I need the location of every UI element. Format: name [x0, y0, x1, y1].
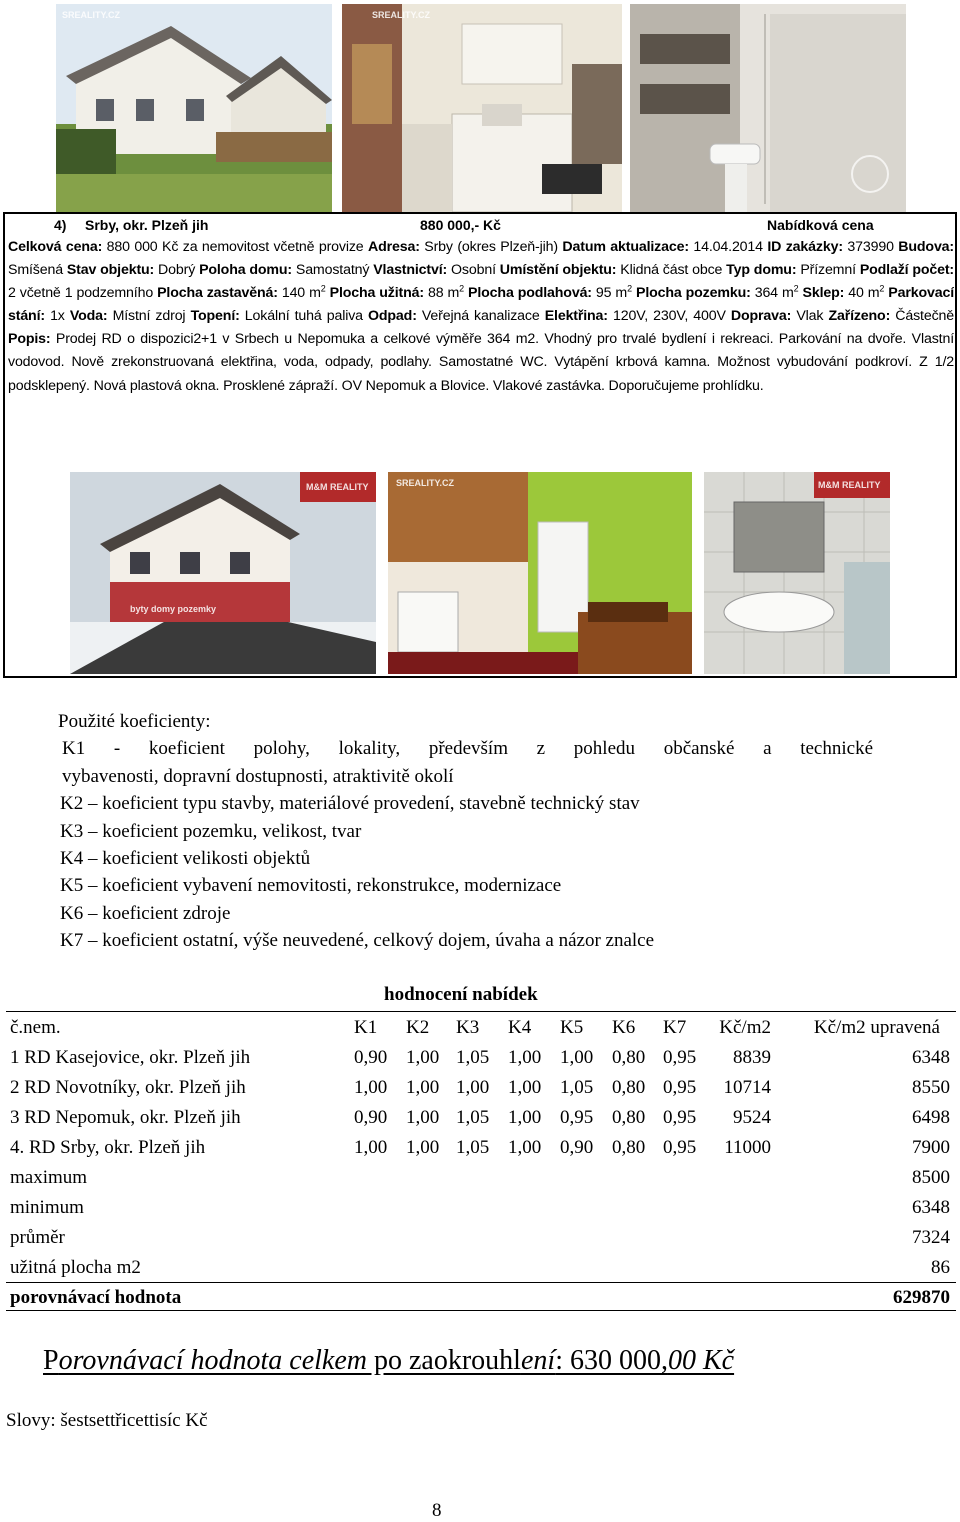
listing-number: 4): [54, 217, 67, 233]
photo-house-winter: [70, 472, 376, 674]
table-cell: 0,95: [663, 1077, 697, 1098]
field-label: Adresa:: [368, 239, 420, 255]
field-value: 14.04.2014: [688, 239, 768, 255]
field-label: Umístění objektu:: [499, 262, 617, 279]
table-top-rule: [6, 1011, 956, 1012]
table-cell: 1,05: [456, 1107, 490, 1128]
coefficient-k7: K7 – koeficient ostatní, výše neuvedené, celkový dojem, úvaha a názor znalce: [60, 930, 655, 952]
table-cell: 4. RD Srby, okr. Plzeň jih: [10, 1137, 206, 1158]
table-cell: Kč/m2: [719, 1017, 771, 1038]
field-value: 2 včetně 1 podzemního: [8, 285, 158, 302]
table-cell: 0,95: [663, 1137, 697, 1158]
field-value: Částečně: [890, 308, 954, 325]
field-label: Plocha užitná:: [325, 285, 424, 302]
table-summary-row: [0, 1193, 960, 1223]
table-cell: Kč/m2 upravená: [813, 1017, 940, 1038]
field-value: 1x: [44, 308, 70, 325]
listing-header: [0, 213, 960, 235]
table-cell: 3 RD Nepomuk, okr. Plzeň jih: [10, 1107, 241, 1128]
listing-price-type: Nabídková cena: [767, 217, 874, 233]
table-cell: 1 RD Kasejovice, okr. Plzeň jih: [10, 1047, 251, 1068]
unit-exponent: 2: [320, 283, 326, 294]
table-row: [0, 1133, 960, 1163]
table-bottom-rule: [6, 1310, 956, 1311]
field-value: Místní zdroj: [107, 308, 191, 325]
table-cell: 0,95: [663, 1107, 697, 1128]
field-label: Popis:: [8, 331, 51, 348]
table-cell: minimum: [10, 1197, 84, 1218]
watermark-sreality-3: SREALITY.CZ: [396, 478, 455, 488]
table-cell: 86: [931, 1257, 950, 1278]
table-cell: 7900: [912, 1137, 950, 1158]
watermark-sreality-2: SREALITY.CZ: [372, 10, 431, 20]
field-label: Parkovací stání:: [8, 285, 954, 325]
photo-kitchen-interior: [388, 472, 692, 674]
table-cell: 6348: [912, 1047, 950, 1068]
watermark-sreality: SREALITY.CZ: [62, 10, 121, 20]
table-cell: užitná plocha m2: [10, 1257, 141, 1278]
unit-exponent: 2: [879, 283, 885, 294]
field-value: 40 m: [844, 285, 880, 302]
field-value: 364 m: [750, 285, 794, 302]
table-summary-row: [0, 1283, 960, 1313]
table-row: [0, 1073, 960, 1103]
summary-p2: orovnávací hodnota celkem: [58, 1345, 367, 1376]
table-summary-row: [0, 1163, 960, 1193]
table-cell: 1,00: [560, 1047, 594, 1068]
field-value: Lokální tuhá paliva: [239, 308, 369, 325]
table-cell: 1,00: [406, 1107, 440, 1128]
table-cell: K2: [406, 1017, 430, 1038]
table-cell: 8550: [912, 1077, 950, 1098]
field-value: Vlak: [791, 308, 829, 325]
coefficients-section: [58, 708, 878, 955]
field-value: Dobrý: [154, 262, 200, 279]
table-cell: 1,05: [456, 1137, 490, 1158]
table-cell: 1,00: [406, 1047, 440, 1068]
table-cell: K1: [354, 1017, 378, 1038]
table-cell: 10714: [723, 1077, 771, 1098]
photo-kitchen: [342, 4, 622, 212]
table-cell: 1,00: [508, 1077, 542, 1098]
photo-bathroom-sink: [704, 472, 890, 674]
field-label: Odpad:: [368, 308, 417, 325]
table-cell: 0,90: [560, 1137, 594, 1158]
table-summary-row: [0, 1253, 960, 1283]
table-cell: průměr: [10, 1227, 65, 1248]
summary-p6: 00 Kč: [667, 1345, 735, 1376]
table-cell: 0,90: [354, 1107, 388, 1128]
field-label: Doprava:: [730, 308, 792, 325]
table-cell: K6: [612, 1017, 636, 1038]
coefficient-k2: K2 – koeficient typu stavby, materiálové provedení, stavebně technický stav: [60, 793, 640, 815]
table-cell: 8839: [733, 1047, 771, 1068]
table-cell: 1,00: [508, 1107, 542, 1128]
table-cell: maximum: [10, 1167, 88, 1188]
table-cell: 1,00: [354, 1077, 388, 1098]
table-cell: 1,00: [406, 1077, 440, 1098]
watermark-byty-domy: byty domy pozemky: [130, 604, 217, 614]
table-cell: 1,00: [508, 1047, 542, 1068]
field-value: Přízemní: [796, 262, 860, 279]
table-cell: K7: [663, 1017, 687, 1038]
field-value: Prodej RD o dispozici2+1 v Srbech u Nepomuka a celkové výměře 364 m2. Vhodný pro trvalé bydlení i rekreaci. Parkování na dvoře. Vlastní vodovod. Nově zrekonstruovaná elektřina, voda, odpady, podlahy. Samostatné WC. Vytápění krbová kamna. Možnost vybudování podkroví. Z 1/2 podsklepený. Nová plastová okna. Prosklené zápraží. OV Nepomuk a Blovice. Vlakové zastávka. Doporučujeme prohlídku.: [8, 331, 954, 394]
table-cell: 11000: [724, 1137, 771, 1158]
table-cell: 0,80: [612, 1047, 646, 1068]
table-cell: 1,00: [508, 1137, 542, 1158]
field-value: 880 000 Kč za nemovitost včetně provize: [102, 239, 369, 255]
field-value: 140 m: [277, 285, 321, 302]
table-cell: K3: [456, 1017, 480, 1038]
field-value: Klidná část obce: [616, 262, 727, 279]
summary-line: [43, 1345, 734, 1377]
table-row: [0, 1043, 960, 1073]
field-label: Zařízeno:: [828, 308, 891, 325]
unit-exponent: 2: [627, 283, 632, 294]
coefficient-k6: K6 – koeficient zdroje: [60, 902, 231, 924]
coefficient-k4: K4 – koeficient velikosti objektů: [60, 848, 311, 870]
field-value: Samostatný: [291, 262, 374, 279]
field-value: 88 m: [423, 285, 460, 302]
field-label: Celková cena:: [8, 239, 103, 255]
table-cell: 2 RD Novotníky, okr. Plzeň jih: [10, 1077, 246, 1098]
table-cell: č.nem.: [10, 1017, 61, 1038]
photo-bathroom: [630, 4, 906, 212]
field-label: Elektřina:: [544, 308, 608, 325]
field-value: Veřejná kanalizace: [416, 308, 545, 325]
table-cell: 8500: [912, 1167, 950, 1188]
table-header-row: [0, 1013, 960, 1043]
field-label: Stav objektu:: [66, 262, 155, 279]
coefficient-k1-line2: vybavenosti, dopravní dostupnosti, atraktivitě okolí: [62, 765, 454, 787]
table-total-rule: [6, 1282, 956, 1283]
table-cell: K5: [560, 1017, 584, 1038]
table-cell: porovnávací hodnota: [10, 1287, 182, 1308]
table-cell: 1,00: [354, 1137, 388, 1158]
coefficient-k5: K5 – koeficient vybavení nemovitosti, rekonstrukce, modernizace: [60, 875, 562, 897]
field-label: Vlastnictví:: [373, 262, 448, 279]
field-value: 373990: [842, 239, 899, 255]
summary-p4: ení: [520, 1345, 556, 1376]
table-cell: 9524: [733, 1107, 771, 1128]
field-label: Datum aktualizace:: [562, 239, 689, 255]
table-cell: K4: [508, 1017, 532, 1038]
listing-location: Srby, okr. Plzeň jih: [85, 217, 209, 233]
table-cell: 1,05: [456, 1047, 490, 1068]
field-label: Sklep:: [798, 285, 845, 302]
summary-p1: P: [43, 1345, 59, 1376]
field-label: Typ domu:: [726, 262, 797, 279]
coefficient-k3: K3 – koeficient pozemku, velikost, tvar: [60, 820, 362, 842]
field-label: Voda:: [69, 308, 108, 325]
table-row: [0, 1103, 960, 1133]
amount-in-words: Slovy: šestsettřicettisíc Kč: [6, 1410, 208, 1431]
table-cell: 0,80: [612, 1107, 646, 1128]
field-value: 95 m: [591, 285, 628, 302]
coefficient-k1-line1: K1 - koeficient polohy, lokality, především z pohledu občanské a technické: [62, 738, 873, 760]
field-value: 120V, 230V, 400V: [607, 308, 731, 325]
field-label: Podlaží počet:: [859, 262, 954, 279]
table-title: hodnocení nabídek: [384, 984, 538, 1005]
field-label: Plocha zastavěná:: [157, 285, 278, 302]
coefficients-title: Použité koeficienty:: [58, 711, 211, 732]
table-cell: 6498: [912, 1107, 950, 1128]
listing-price: 880 000,- Kč: [420, 217, 501, 233]
field-label: Plocha pozemku:: [631, 285, 751, 302]
table-cell: 0,90: [354, 1047, 388, 1068]
table-cell: 629870: [893, 1287, 950, 1308]
unit-exponent: 2: [793, 283, 799, 294]
unit-exponent: 2: [459, 283, 465, 294]
summary-p3: po zaokrouhl: [367, 1345, 521, 1376]
table-cell: 1,00: [406, 1137, 440, 1158]
table-cell: 0,80: [612, 1077, 646, 1098]
field-label: Poloha domu:: [199, 262, 292, 279]
table-cell: 0,95: [560, 1107, 594, 1128]
table-cell: 0,80: [612, 1137, 646, 1158]
listing-description: [8, 236, 954, 446]
photo-house-exterior: [56, 4, 332, 212]
table-summary-row: [0, 1223, 960, 1253]
field-label: Budova:: [898, 239, 954, 255]
field-value: Osobní: [447, 262, 500, 279]
watermark-mm-reality: M&M REALITY: [306, 482, 369, 492]
table-cell: 1,05: [560, 1077, 594, 1098]
table-cell: 6348: [912, 1197, 950, 1218]
table-cell: 0,95: [663, 1047, 697, 1068]
watermark-mm-reality-2: M&M REALITY: [818, 480, 881, 490]
table-cell: 7324: [912, 1227, 950, 1248]
field-label: Topení:: [190, 308, 240, 325]
field-label: ID zakázky:: [767, 239, 843, 255]
field-value: Srby (okres Plzeň-jih): [419, 239, 563, 255]
field-label: Plocha podlahová:: [464, 285, 592, 302]
field-value: Smíšená: [8, 262, 67, 279]
summary-p5: : 630 000,: [555, 1345, 668, 1376]
page-number: 8: [432, 1500, 442, 1521]
table-cell: 1,00: [456, 1077, 490, 1098]
